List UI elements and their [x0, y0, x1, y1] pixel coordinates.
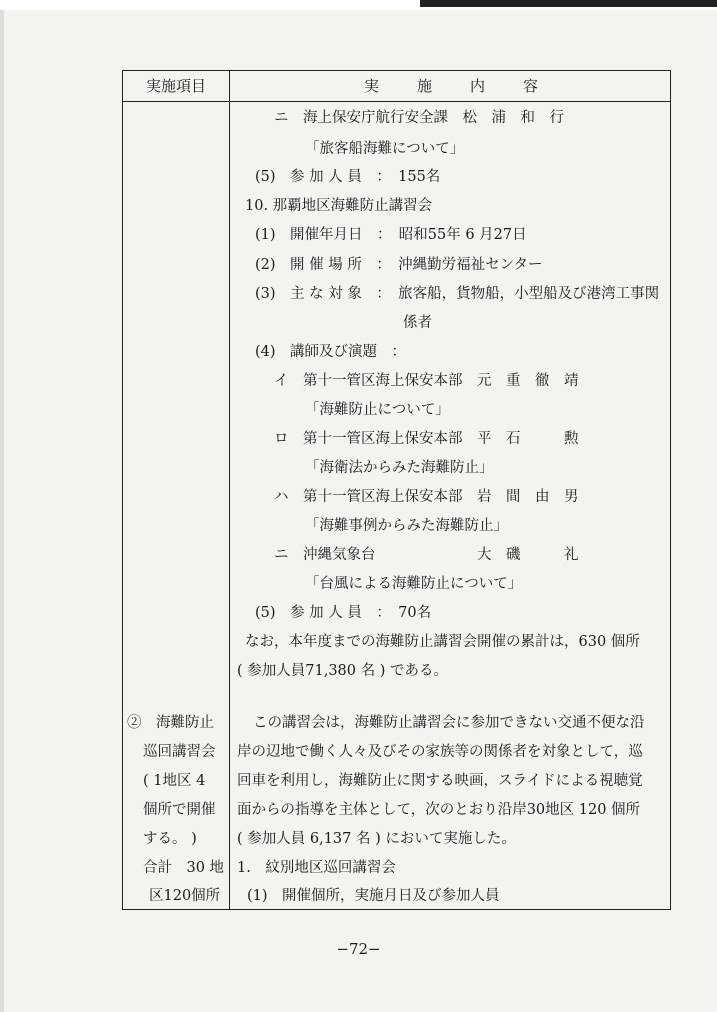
content-line: (5) 参 加 人 員 ： 70名 — [255, 605, 432, 621]
content-line: (4) 講師及び演題 ： — [255, 344, 407, 360]
item-line: ② 海難防止 — [127, 715, 214, 731]
item-line: 巡回講習会 — [143, 744, 216, 760]
header-item-column: 実施項目 — [145, 77, 206, 95]
content-line: 回車を利用し，海難防止に関する映画，スライドによる視聴覚 — [237, 773, 643, 789]
report-table — [122, 70, 671, 910]
content-line: ニ 沖縄気象台 大 磯 礼 — [274, 547, 579, 563]
content-line: 「旅客船海難について」 — [305, 141, 465, 157]
scan-dark-band — [420, 0, 717, 7]
content-line: (1) 開催年月日 ： 昭和55年 6 月27日 — [255, 227, 527, 243]
page-number: −72− — [336, 940, 381, 958]
content-line: (1) 開催個所，実施月日及び参加人員 — [247, 888, 500, 904]
content-line: ハ 第十一管区海上保安本部 岩 間 由 男 — [274, 489, 579, 505]
item-line: 個所で開催 — [143, 802, 216, 818]
content-line: (2) 開 催 場 所 ： 沖縄勤労福祉センター — [255, 257, 543, 273]
item-line: 区120個所 — [149, 888, 221, 904]
column-divider — [229, 71, 230, 909]
item-line: ( 1地区 4 — [143, 773, 206, 789]
header-content-column: 実施内容 — [363, 77, 576, 95]
content-line: 「海衛法からみた海難防止」 — [305, 460, 494, 476]
content-line: ( 参加人員71,380 名 ) である。 — [237, 663, 448, 679]
content-line: ロ 第十一管区海上保安本部 平 石 勲 — [274, 431, 579, 447]
content-line: この講習会は，海難防止講習会に参加できない交通不便な沿 — [253, 715, 645, 731]
item-line: 合計 30 地 — [143, 860, 225, 876]
content-line: 面からの指導を主体として，次のとおり沿岸30地区 120 個所 — [237, 802, 641, 818]
content-line: イ 第十一管区海上保安本部 元 重 徹 靖 — [274, 373, 579, 389]
content-line: 「台風による海難防止について」 — [305, 576, 523, 592]
content-line: 「海難防止について」 — [305, 402, 450, 418]
header-divider — [123, 101, 670, 102]
content-line: 岸の辺地で働く人々及びその家族等の関係者を対象として，巡 — [237, 744, 643, 760]
item-line: する。 ) — [143, 831, 197, 847]
content-line: 10. 那覇地区海難防止講習会 — [245, 198, 433, 214]
content-line: なお，本年度までの海難防止講習会開催の累計は，630 個所 — [245, 634, 640, 650]
scan-top-margin — [0, 0, 717, 10]
scan-edge — [0, 0, 4, 1012]
content-line: 係者 — [403, 315, 432, 331]
content-line: ニ 海上保安庁航行安全課 松 浦 和 行 — [274, 110, 564, 126]
content-line: 1. 紋別地区巡回講習会 — [237, 860, 396, 876]
content-line: 「海難事例からみた海難防止」 — [305, 518, 508, 534]
content-line: ( 参加人員 6,137 名 ) において実施した。 — [237, 831, 516, 847]
content-line: (5) 参 加 人 員 ： 155名 — [255, 169, 441, 185]
content-line: (3) 主 な 対 象 ： 旅客船，貨物船，小型船及び港湾工事関 — [255, 286, 660, 302]
